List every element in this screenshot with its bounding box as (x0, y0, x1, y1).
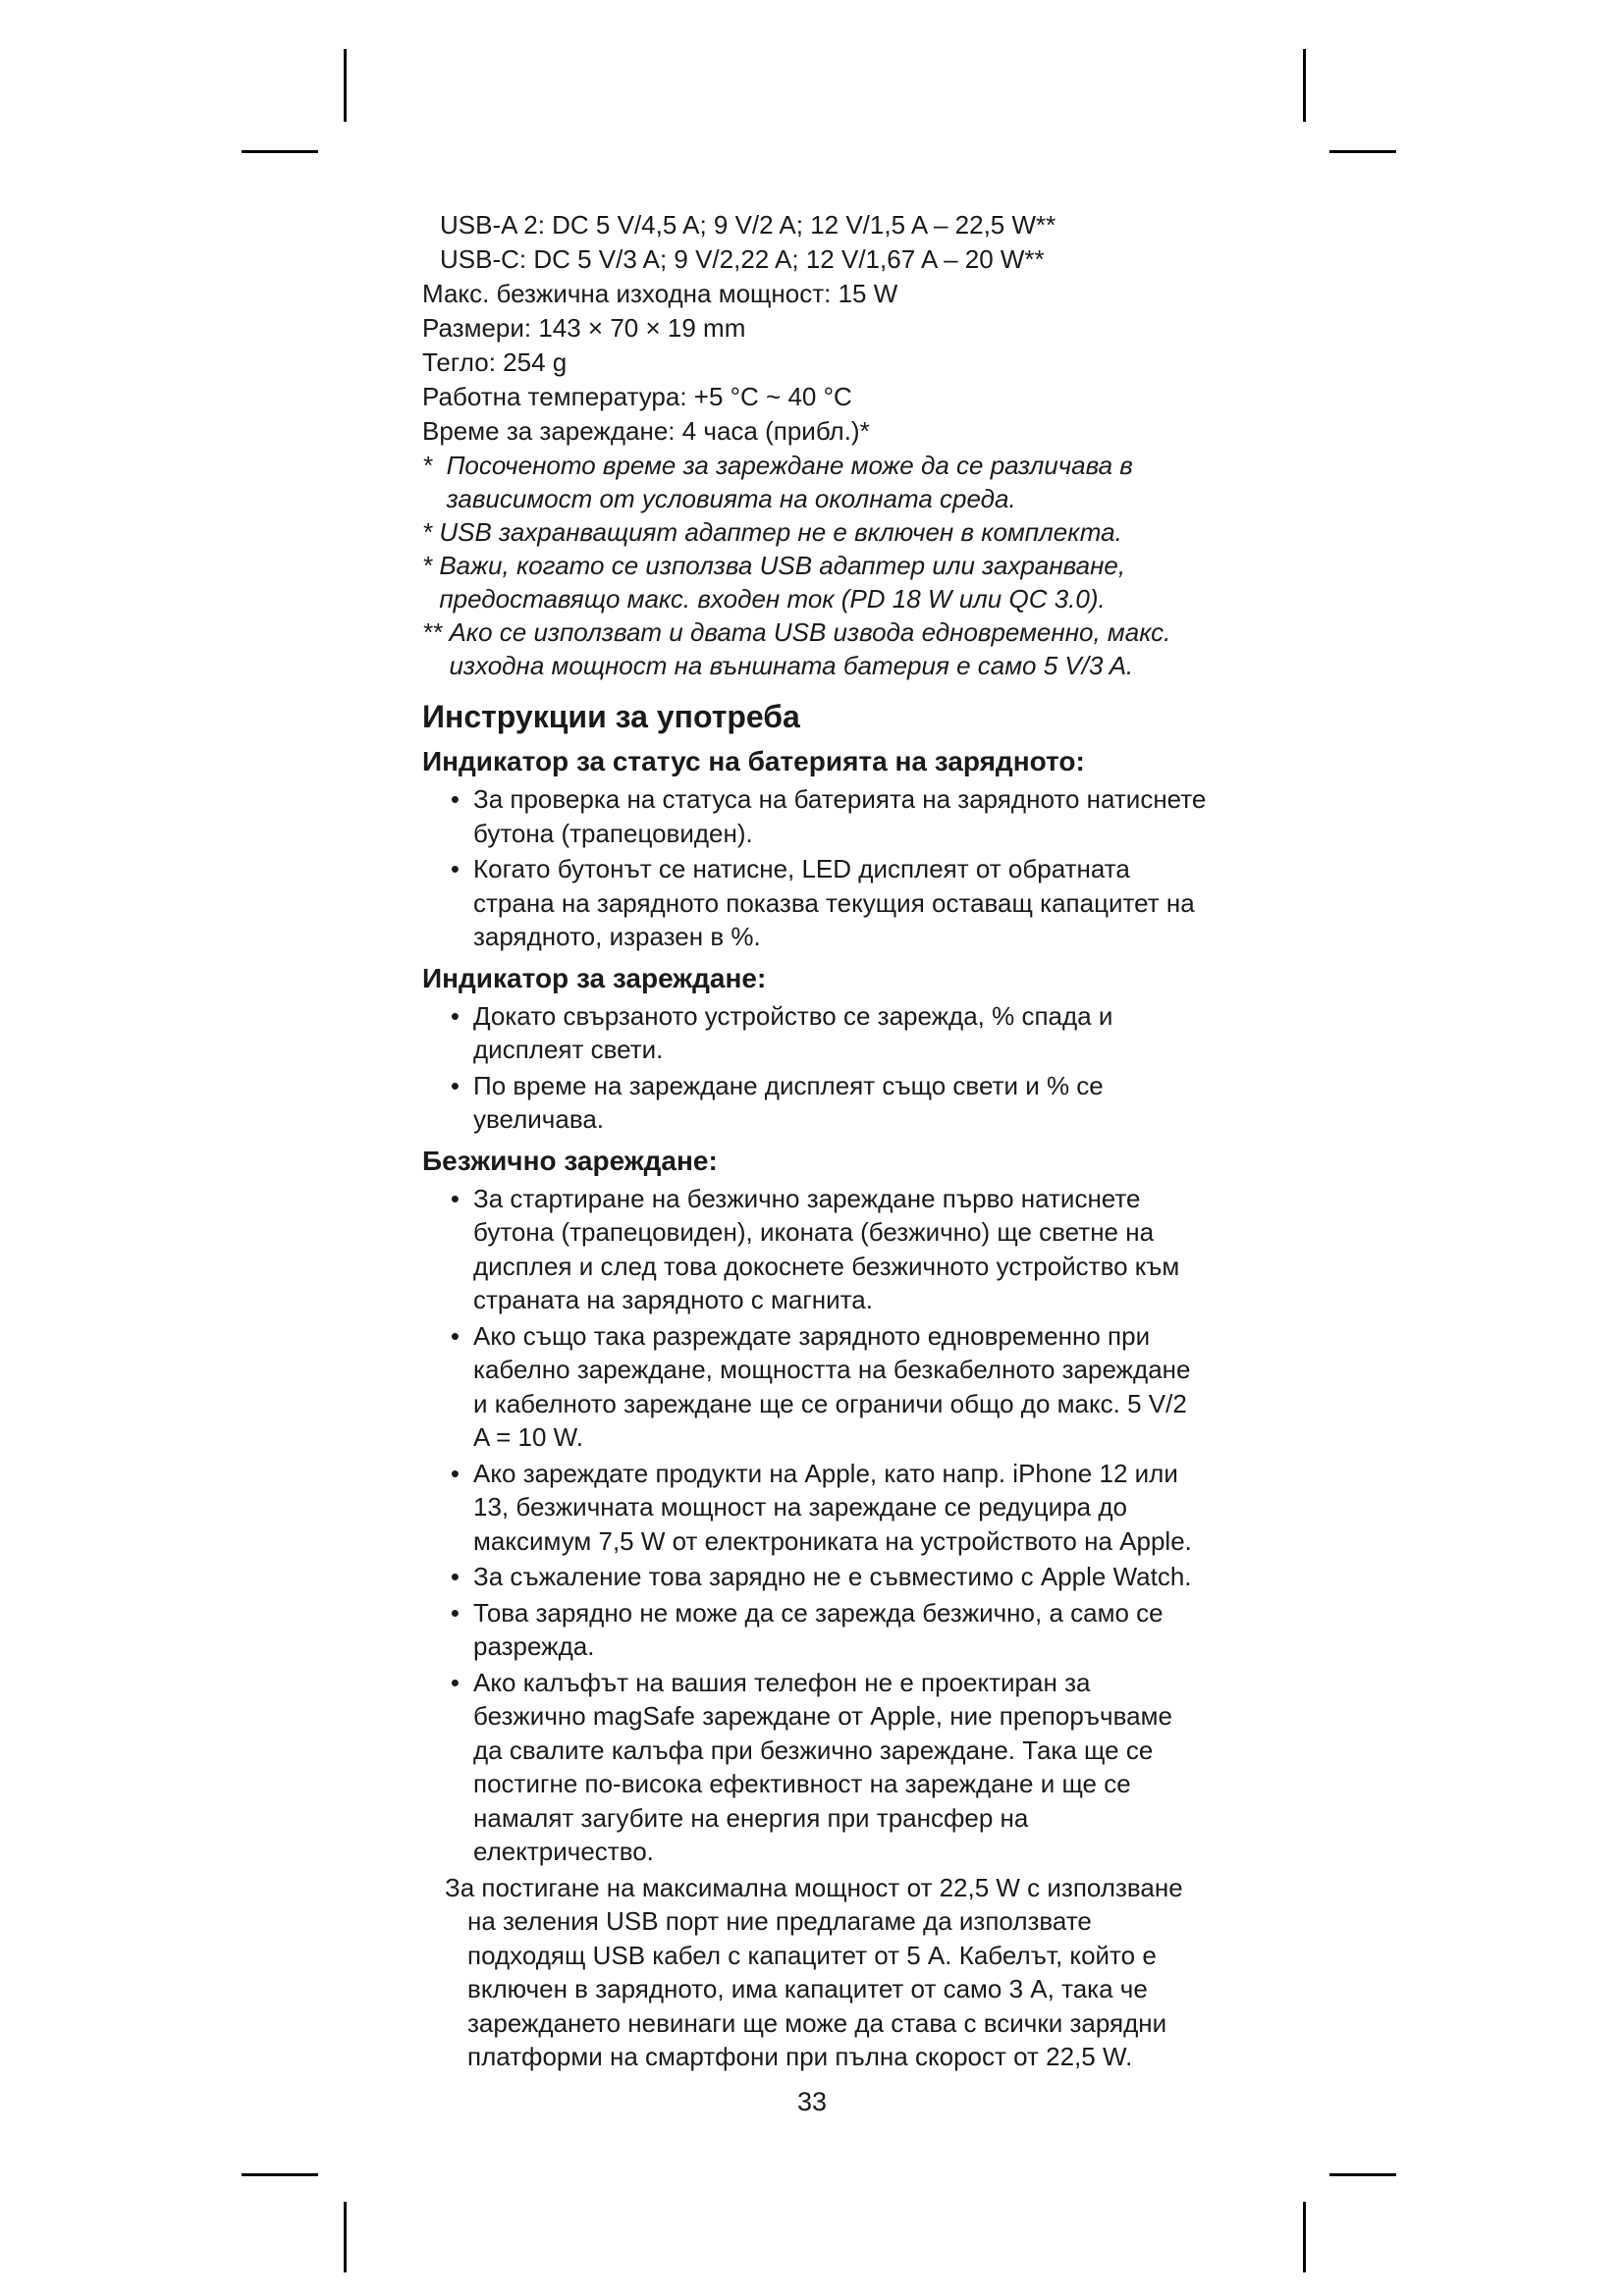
list-item (422, 1069, 1208, 1137)
footnote-mark: * (422, 551, 440, 580)
list-item-text: За стартиране на безжично зареждане първо натиснете бутона (трапецовиден), иконата (безжично) ще светне на дисплея и след това докоснете безжичното устройство към страната на зарядното с магнита. (473, 1183, 1180, 1314)
spec-temperature: Работна температура: +5 °C ~ 40 °C (422, 382, 852, 411)
crop-mark-top-left-horizontal (242, 150, 318, 153)
list-item-text: По време на зареждане дисплеят също свети и % се увеличава. (473, 1070, 1104, 1134)
footnote (422, 549, 1208, 615)
crop-mark-bottom-left-vertical (344, 2202, 347, 2272)
spec-dimensions: Размери: 143 × 70 × 19 mm (422, 313, 746, 343)
spec-wireless-output: Макс. безжична изходна мощност: 15 W (422, 279, 898, 308)
list-item-text: Това зарядно не може да се зарежда безжично, а само се разрежда. (473, 1597, 1164, 1661)
bullet: • (450, 784, 460, 814)
crop-mark-top-left-vertical (344, 49, 347, 122)
bullet: • (450, 1070, 460, 1100)
crop-mark-bottom-right-vertical (1303, 2202, 1306, 2272)
spec-usb-a2: USB-A 2: DC 5 V/4,5 A; 9 V/2 A; 12 V/1,5 A – 22,5 W** (440, 210, 1056, 240)
list-item (422, 999, 1208, 1067)
footnotes (422, 449, 1208, 682)
crop-mark-top-right-vertical (1303, 49, 1306, 122)
list-item (422, 1560, 1208, 1594)
list-item (422, 852, 1208, 954)
list-item-text: Когато бутонът се натисне, LED дисплеят от обратната страна на зарядното показва текущия оставащ капацитет на зарядното, изразен в %. (473, 854, 1195, 951)
list-item (422, 1596, 1208, 1664)
page-number: 33 (796, 2087, 828, 2116)
list-item (422, 1666, 1208, 1869)
list-item-text: За съжаление това зарядно не е съвместимо с Apple Watch. (473, 1562, 1192, 1591)
battery-status-list (422, 782, 1208, 954)
bullet: • (450, 1458, 460, 1488)
charging-indicator-heading: Индикатор за зареждане: (422, 962, 767, 993)
closing-paragraph-wrap (422, 1871, 1208, 2074)
footnote-mark: * (422, 451, 447, 480)
list-item-text: Ако зареждате продукти на Apple, като напр. iPhone 12 или 13, безжичната мощност на зареждане се редуцира до максимум 7,5 W от електрониката на устройството на Apple. (473, 1458, 1192, 1556)
wireless-list (422, 1182, 1208, 1869)
bullet: • (450, 1597, 460, 1628)
list-item-text: Ако също така разреждате зарядното едновременно при кабелно зареждане, мощността на безкабелното зареждане и кабелното зареждане ще се ограничи общо до макс. 5 V/2 A = 10 W. (473, 1320, 1191, 1452)
bullet: • (450, 1183, 460, 1213)
list-item (422, 1182, 1208, 1317)
footnote (422, 615, 1208, 682)
list-item (422, 1319, 1208, 1455)
footnote (422, 515, 1208, 549)
bullet: • (450, 1000, 460, 1031)
battery-status-heading: Индикатор за статус на батерията на зарядното: (422, 746, 1085, 776)
bullet: • (450, 1667, 460, 1697)
list-item-text: За проверка на статуса на батерията на зарядното натиснете бутона (трапецовиден). (473, 784, 1207, 848)
section-title: Инструкции за употреба (422, 699, 800, 734)
crop-mark-top-right-horizontal (1329, 150, 1396, 153)
closing-paragraph: За постигане на максимална мощност от 22,5 W с използване на зеления USB порт ние предлагаме да използвате подходящ USB кабел с капацитет от 5 A. Кабелът, който е включен в зарядното, има капацитет от само 3 A, така че зареждането невинаги ще може да става с всички зарядни платформи на смартфони при пълна скорост от 22,5 W. (445, 1872, 1183, 2071)
bullet: • (450, 1562, 460, 1591)
footnote-text: Важи, когато се използва USB адаптер или захранване, предоставящо макс. входен ток (PD 18 W или QC 3.0). (439, 551, 1126, 614)
crop-mark-bottom-left-horizontal (242, 2173, 318, 2176)
spec-weight: Тегло: 254 g (422, 347, 568, 377)
charging-indicator-list (422, 999, 1208, 1137)
footnote-mark: * (422, 517, 440, 547)
footnote-text: USB захранващият адаптер не е включен в комплекта. (439, 517, 1122, 547)
bullet: • (450, 854, 460, 883)
crop-mark-bottom-right-horizontal (1329, 2173, 1396, 2176)
spec-usb-c: USB-C: DC 5 V/3 A; 9 V/2,22 A; 12 V/1,67 A – 20 W** (440, 244, 1045, 274)
wireless-heading: Безжично зареждане: (422, 1145, 718, 1176)
list-item (422, 782, 1208, 850)
list-item-text: Ако калъфът на вашия телефон не е проектиран за безжично magSafe зареждане от Apple, ние препоръчваме да свалите калъфа при безжично зареждане. Така ще се постигне по-висока ефективност на зареждане и ще се намалят загубите на енергия при трансфер на електричество. (473, 1667, 1172, 1866)
bullet: • (450, 1320, 460, 1351)
footnote-mark: ** (422, 617, 450, 647)
footnote-text: Посоченото време за зареждане може да се различава в зависимост от условията на околната среда. (446, 451, 1133, 513)
page-content (422, 208, 1208, 2074)
footnote-text: Ако се използват и двата USB извода едновременно, макс. изходна мощност на външната батерия е само 5 V/3 A. (449, 617, 1171, 680)
list-item (422, 1457, 1208, 1559)
footnote (422, 449, 1208, 515)
list-item-text: Докато свързаното устройство се зарежда, % спада и дисплеят свети. (473, 1000, 1113, 1064)
spec-charge-time: Време за зареждане: 4 часа (прибл.)* (422, 416, 870, 446)
